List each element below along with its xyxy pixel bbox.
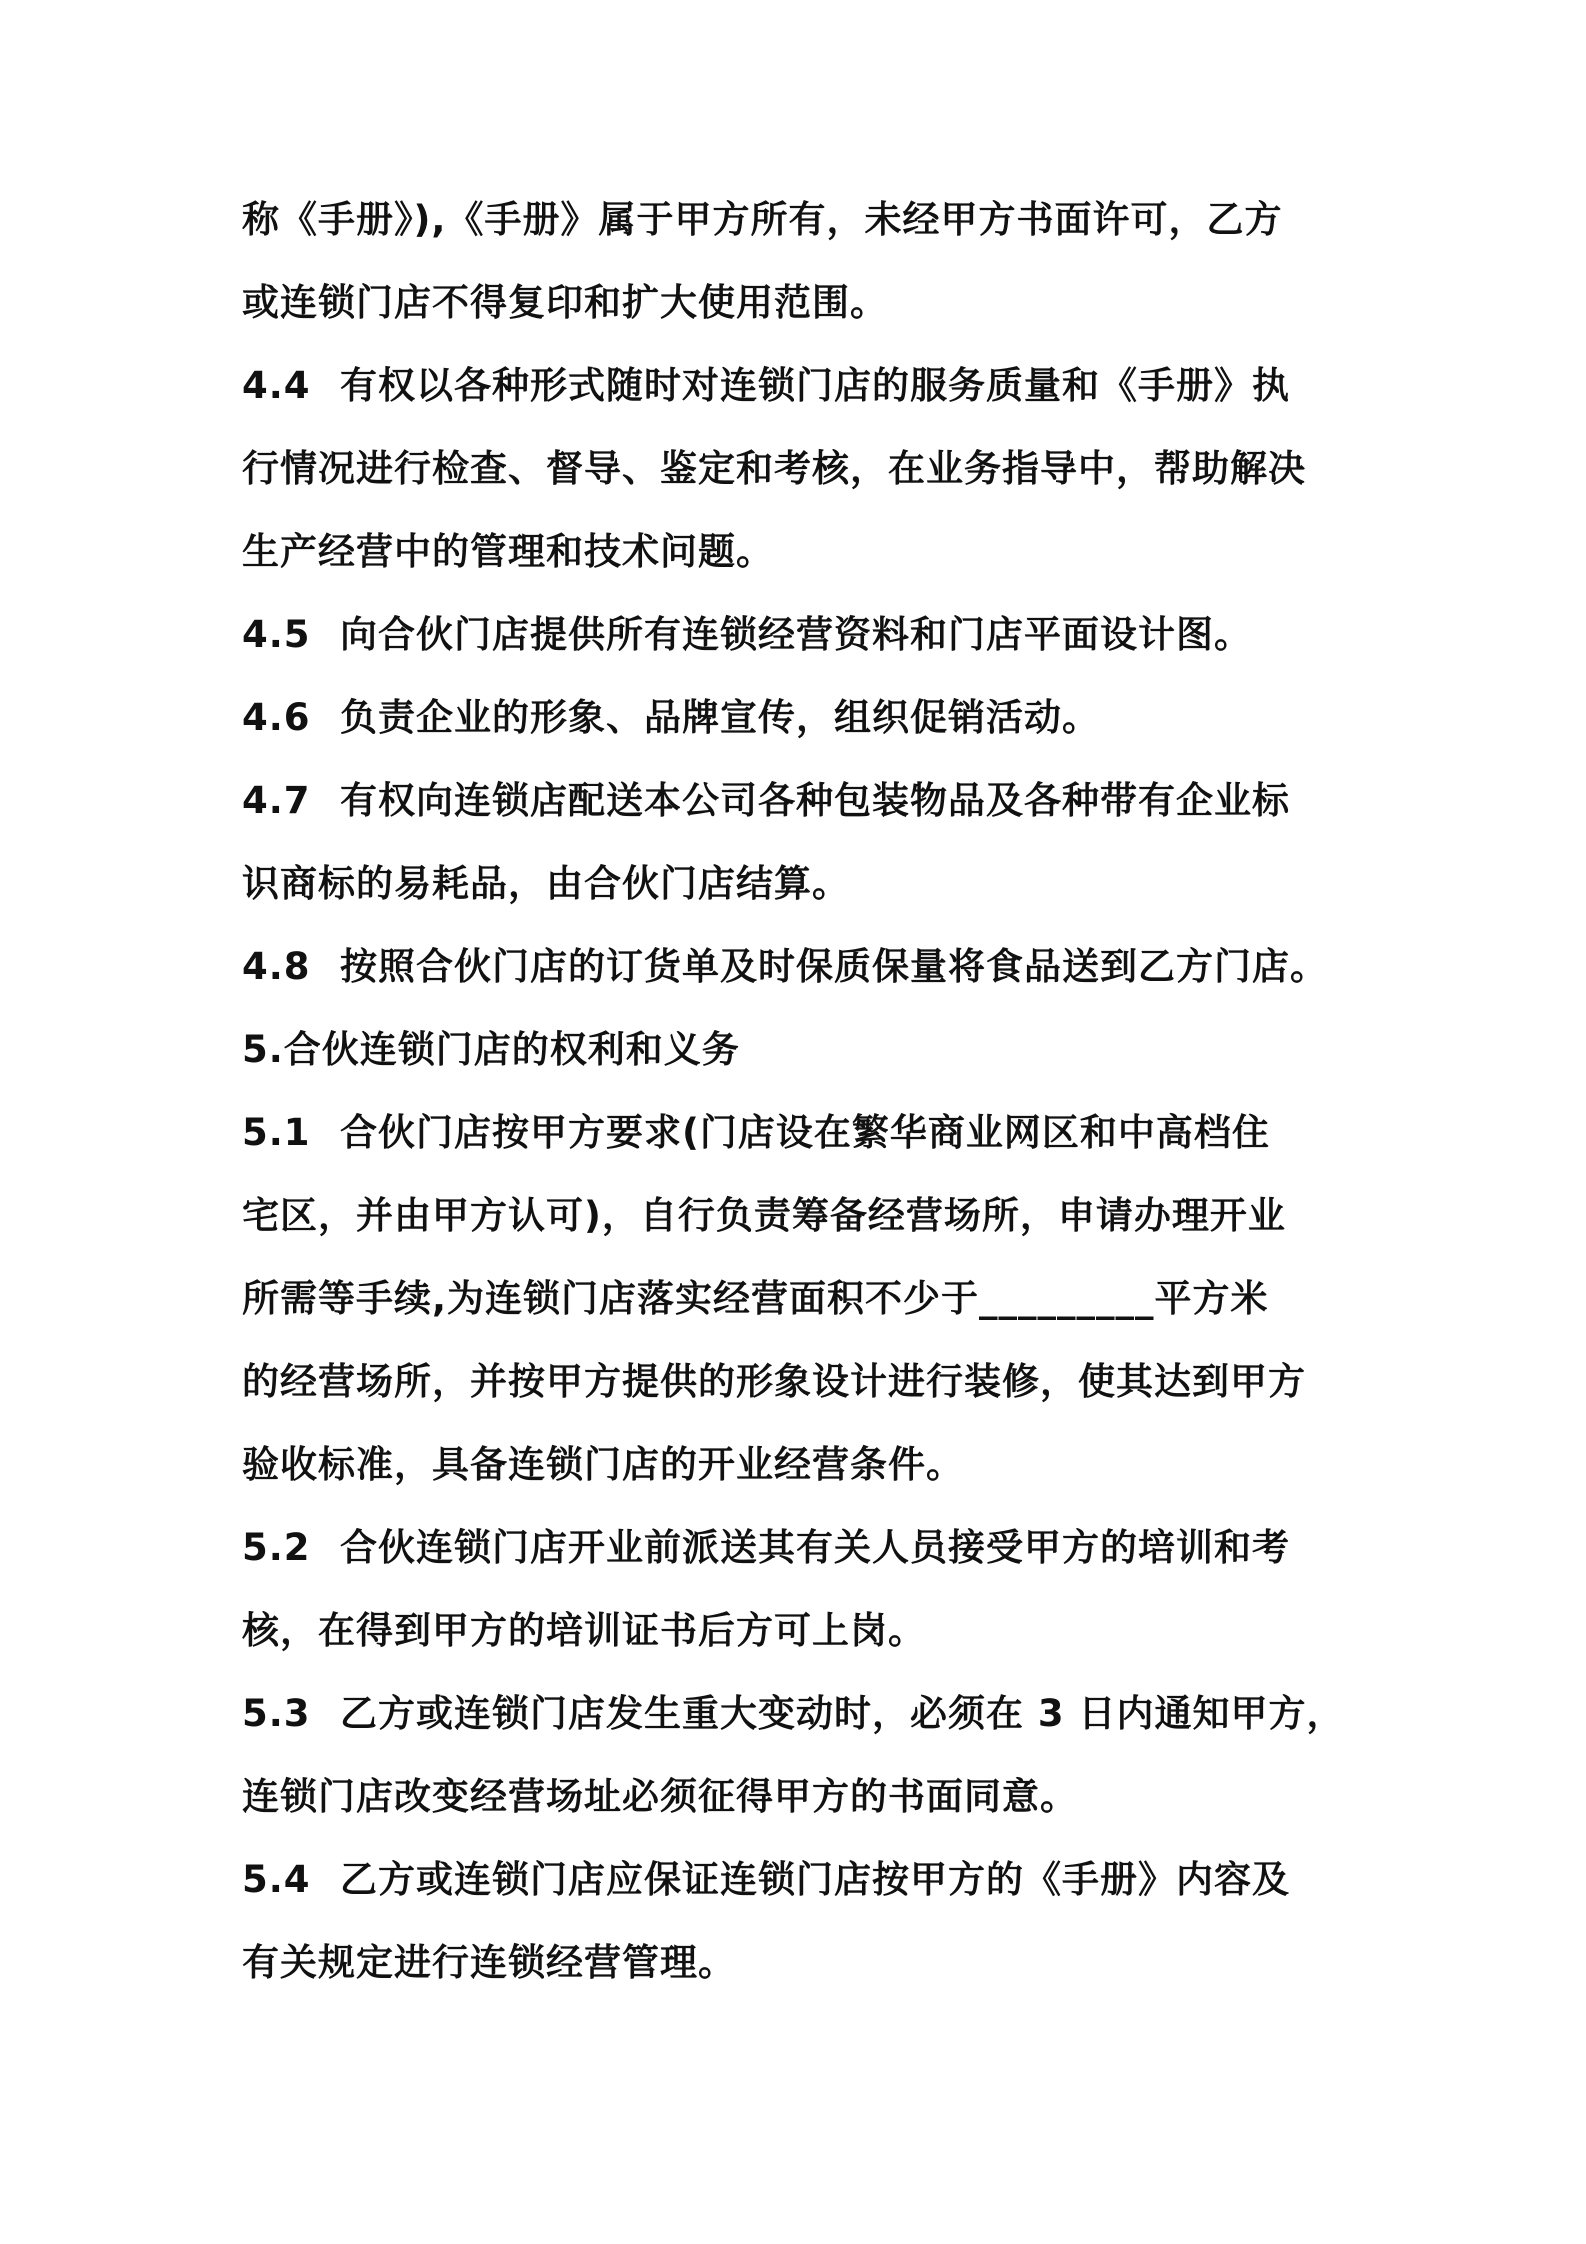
clause-5-1 [242, 1091, 1382, 1174]
clause-4-7 [242, 759, 1382, 842]
line-text: 乙方或连锁门店应保证连锁门店按甲方的《手册》内容及 [340, 1858, 1290, 1901]
document-body [242, 178, 1382, 2004]
line-text: 生产经营中的管理和技术问题。 [242, 530, 774, 573]
line-text: 连锁门店改变经营场址必须征得甲方的书面同意。 [242, 1775, 1078, 1818]
text-line-9 [242, 842, 1382, 925]
line-text: 所需等手续,为连锁门店落实经营面积不少于_________平方米 [242, 1277, 1269, 1320]
clause-number: 4.8 [242, 945, 311, 988]
line-text: 称《手册》),《手册》属于甲方所有，未经甲方书面许可，乙方 [242, 198, 1283, 241]
text-line-15 [242, 1340, 1382, 1423]
text-line-4 [242, 427, 1382, 510]
line-text: 验收标准，具备连锁门店的开业经营条件。 [242, 1443, 964, 1486]
text-line-13 [242, 1174, 1382, 1257]
clause-number: 4.7 [242, 779, 311, 822]
line-text: 合伙连锁门店开业前派送其有关人员接受甲方的培训和考 [340, 1526, 1290, 1569]
text-line-14 [242, 1257, 1382, 1340]
clause-number: 5.1 [242, 1111, 311, 1154]
line-text: 识商标的易耗品，由合伙门店结算。 [242, 862, 850, 905]
text-line-16 [242, 1423, 1382, 1506]
text-line-18 [242, 1589, 1382, 1672]
line-text: 行情况进行检查、督导、鉴定和考核，在业务指导中，帮助解决 [242, 447, 1306, 490]
clause-4-4 [242, 344, 1382, 427]
text-line-5 [242, 510, 1382, 593]
line-text: 或连锁门店不得复印和扩大使用范围。 [242, 281, 888, 324]
section-heading-5 [242, 1008, 1382, 1091]
line-text: 按照合伙门店的订货单及时保质保量将食品送到乙方门店。 [340, 945, 1328, 988]
clause-4-5 [242, 593, 1382, 676]
text-line-2 [242, 261, 1382, 344]
line-text: 宅区，并由甲方认可)，自行负责筹备经营场所，申请办理开业 [242, 1194, 1286, 1237]
line-text: 有关规定进行连锁经营管理。 [242, 1941, 736, 1984]
line-text: 乙方或连锁门店发生重大变动时，必须在 3 日内通知甲方， [340, 1692, 1345, 1735]
line-text: 核，在得到甲方的培训证书后方可上岗。 [242, 1609, 926, 1652]
text-line-22 [242, 1921, 1382, 2004]
line-text: 有权向连锁店配送本公司各种包装物品及各种带有企业标 [340, 779, 1290, 822]
clause-number: 5.2 [242, 1526, 311, 1569]
clause-4-6 [242, 676, 1382, 759]
clause-number: 4.6 [242, 696, 311, 739]
text-line-1 [242, 178, 1382, 261]
clause-5-3 [242, 1672, 1382, 1755]
line-text: 的经营场所，并按甲方提供的形象设计进行装修，使其达到甲方 [242, 1360, 1306, 1403]
line-text: 有权以各种形式随时对连锁门店的服务质量和《手册》执 [340, 364, 1290, 407]
clause-number: 4.4 [242, 364, 311, 407]
line-text: 向合伙门店提供所有连锁经营资料和门店平面设计图。 [340, 613, 1252, 656]
clause-5-4 [242, 1838, 1382, 1921]
clause-number: 5.4 [242, 1858, 311, 1901]
line-text: 合伙门店按甲方要求(门店设在繁华商业网区和中高档住 [340, 1111, 1270, 1154]
clause-4-8 [242, 925, 1382, 1008]
line-text: 负责企业的形象、品牌宣传，组织促销活动。 [340, 696, 1100, 739]
clause-number: 5.3 [242, 1692, 311, 1735]
section-heading-text: 5.合伙连锁门店的权利和义务 [242, 1028, 740, 1071]
clause-number: 4.5 [242, 613, 311, 656]
clause-5-2 [242, 1506, 1382, 1589]
text-line-20 [242, 1755, 1382, 1838]
